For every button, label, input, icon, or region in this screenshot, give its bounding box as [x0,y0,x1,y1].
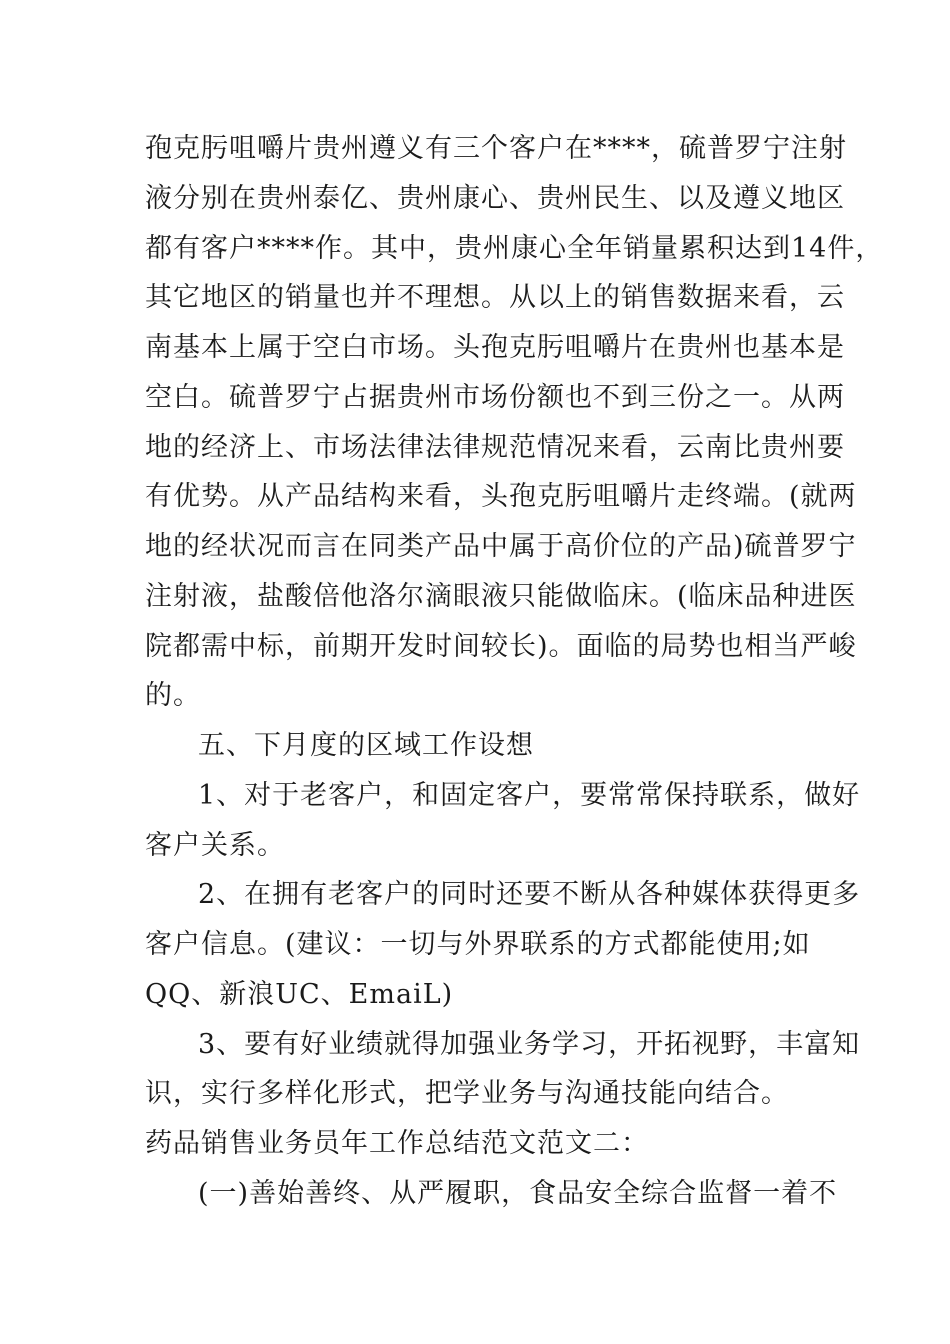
text-line: 其它地区的销量也并不理想。从以上的销售数据来看，云 [145,282,845,313]
text-line: 南基本上属于空白市场。头孢克肟咀嚼片在贵州也基本是 [145,332,845,363]
section-heading: 五、下月度的区域工作设想 [198,730,534,761]
text-line: 有优势。从产品结构来看，头孢克肟咀嚼片走终端。(就两 [145,481,857,512]
text-line: 都有客户****作。其中，贵州康心全年销量累积达到14件， [145,233,884,264]
text-line: 客户关系。 [145,830,285,861]
text-line: 识，实行多样化形式，把学业务与沟通技能向结合。 [145,1078,789,1109]
text-line: 2、在拥有老客户的同时还要不断从各种媒体获得更多 [198,879,861,910]
text-line: 院都需中标，前期开发时间较长)。面临的局势也相当严峻 [145,631,857,662]
text-line: 1、对于老客户，和固定客户，要常常保持联系，做好 [198,780,861,811]
text-line: 客户信息。(建议：一切与外界联系的方式都能使用;如 [145,929,811,960]
text-line: 地的经状况而言在同类产品中属于高价位的产品)硫普罗宁 [145,531,857,562]
text-line: (一)善始善终、从严履职，食品安全综合监督一着不 [198,1178,838,1209]
text-line: 注射液，盐酸倍他洛尔滴眼液只能做临床。(临床品种进医 [145,581,857,612]
text-line: 空白。硫普罗宁占据贵州市场份额也不到三份之一。从两 [145,382,845,413]
text-line: 地的经济上、市场法律法律规范情况来看，云南比贵州要 [145,432,845,463]
subtitle-heading: 药品销售业务员年工作总结范文范文二： [145,1128,649,1159]
text-line: QQ、新浪UC、EmaiL) [145,979,454,1010]
text-line: 孢克肟咀嚼片贵州遵义有三个客户在****，硫普罗宁注射 [145,133,847,164]
text-line: 的。 [145,680,201,711]
text-line: 液分别在贵州泰亿、贵州康心、贵州民生、以及遵义地区 [145,183,845,214]
text-line: 3、要有好业绩就得加强业务学习，开拓视野，丰富知 [198,1029,861,1060]
